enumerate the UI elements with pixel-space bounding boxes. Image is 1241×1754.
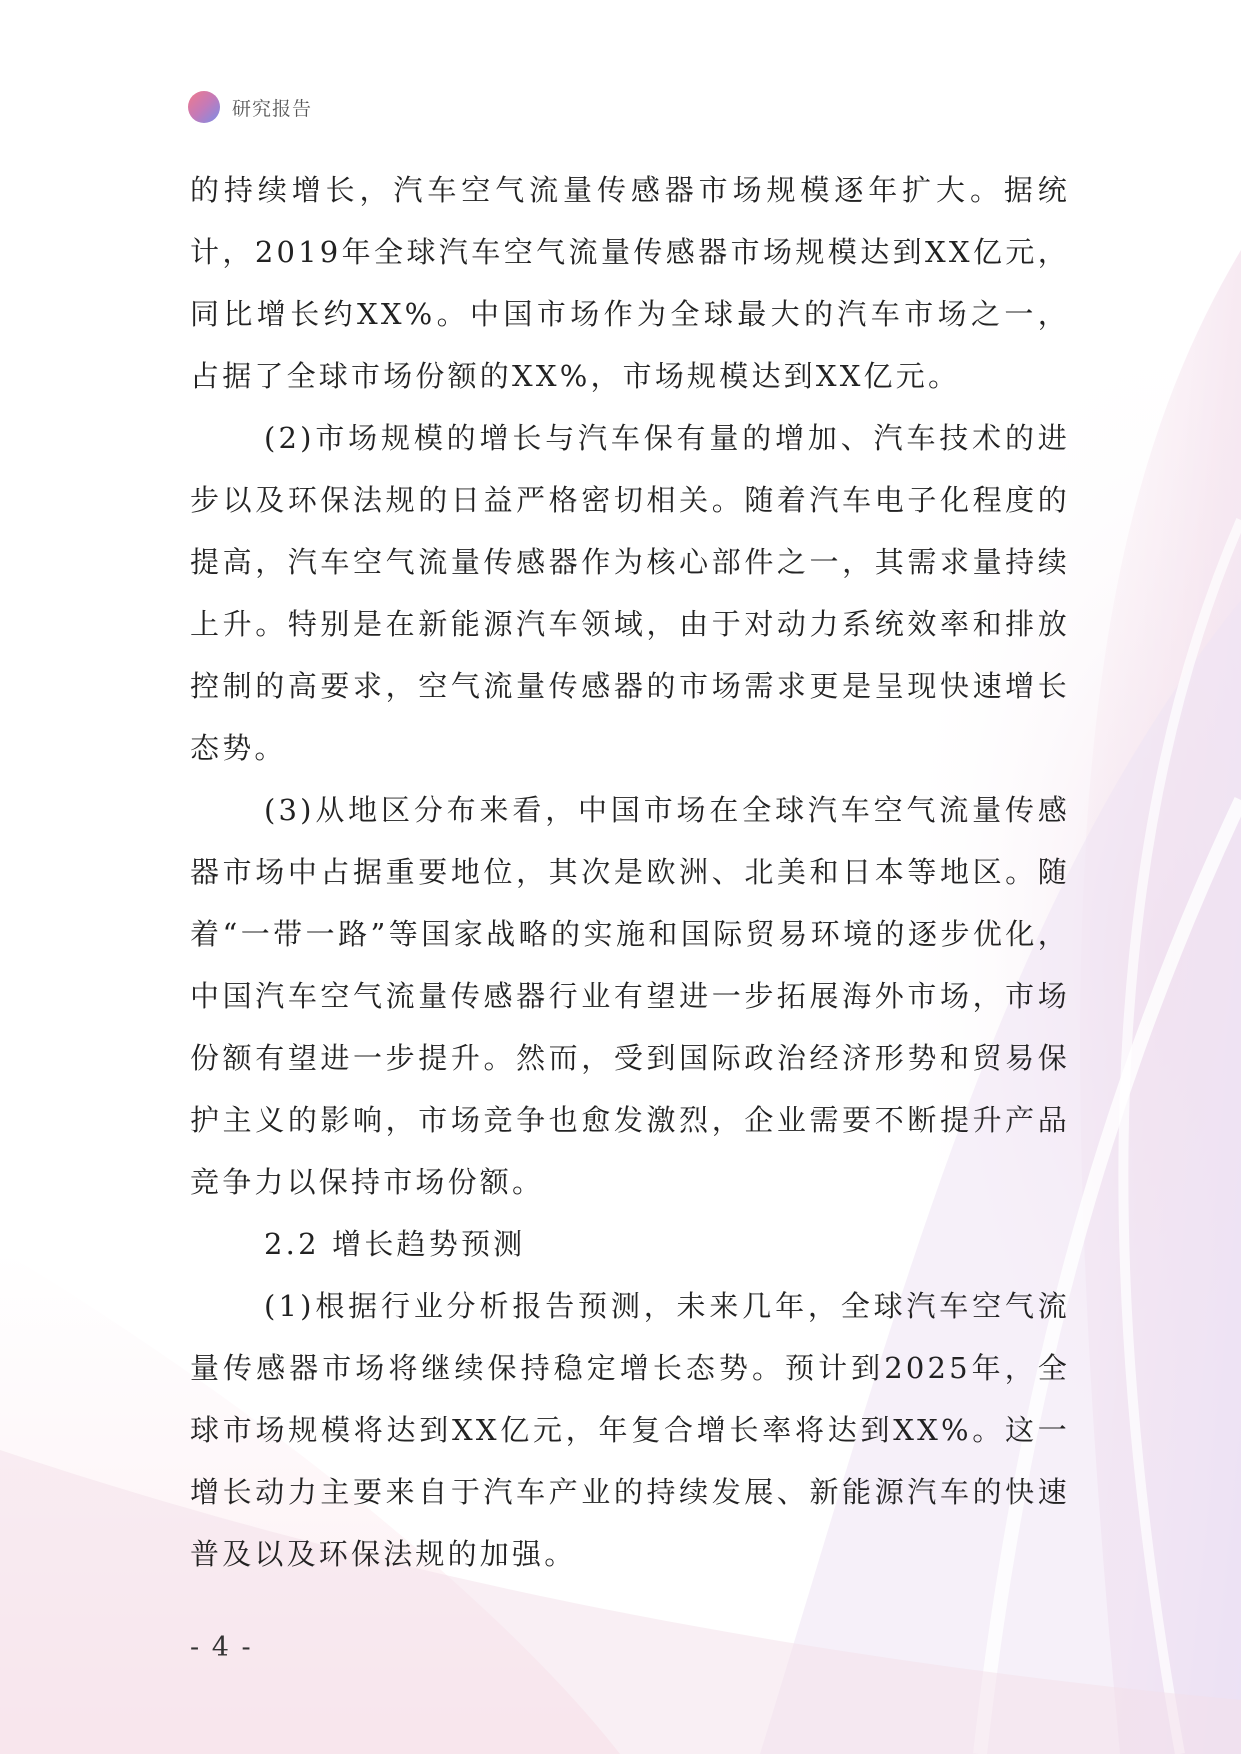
document-body — [190, 159, 1070, 1585]
page-number: - 4 - — [190, 1632, 253, 1663]
paragraph-1: 的持续增长，汽车空气流量传感器市场规模逐年扩大。据统计，2019年全球汽车空气流量传感器市场规模达到XX亿元，同比增长约XX%。中国市场作为全球最大的汽车市场之一，占据了全球市场份额的XX%，市场规模达到XX亿元。 — [190, 173, 1070, 393]
paragraph-3: (3)从地区分布来看，中国市场在全球汽车空气流量传感器市场中占据重要地位，其次是欧洲、北美和日本等地区。随着“一带一路”等国家战略的实施和国际贸易环境的逐步优化，中国汽车空气流量传感器行业有望进一步拓展海外市场，市场份额有望进一步提升。然而，受到国际政治经济形势和贸易保护主义的影响，市场竞争也愈发激烈，企业需要不断提升产品竞争力以保持市场份额。 — [190, 793, 1070, 1199]
paragraph-2: (2)市场规模的增长与汽车保有量的增加、汽车技术的进步以及环保法规的日益严格密切相关。随着汽车电子化程度的提高，汽车空气流量传感器作为核心部件之一，其需求量持续上升。特别是在新能源汽车领域，由于对动力系统效率和排放控制的高要求，空气流量传感器的市场需求更是呈现快速增长态势。 — [190, 421, 1070, 765]
logo-icon — [188, 91, 220, 123]
report-header — [188, 89, 312, 125]
header-title: 研究报告 — [232, 97, 313, 120]
paragraph-4: (1)根据行业分析报告预测，未来几年，全球汽车空气流量传感器市场将继续保持稳定增长态势。预计到2025年，全球市场规模将达到XX亿元，年复合增长率将达到XX%。这一增长动力主要来自于汽车产业的持续发展、新能源汽车的快速普及以及环保法规的加强。 — [190, 1289, 1070, 1571]
section-heading: 2.2 增长趋势预测 — [264, 1227, 526, 1261]
